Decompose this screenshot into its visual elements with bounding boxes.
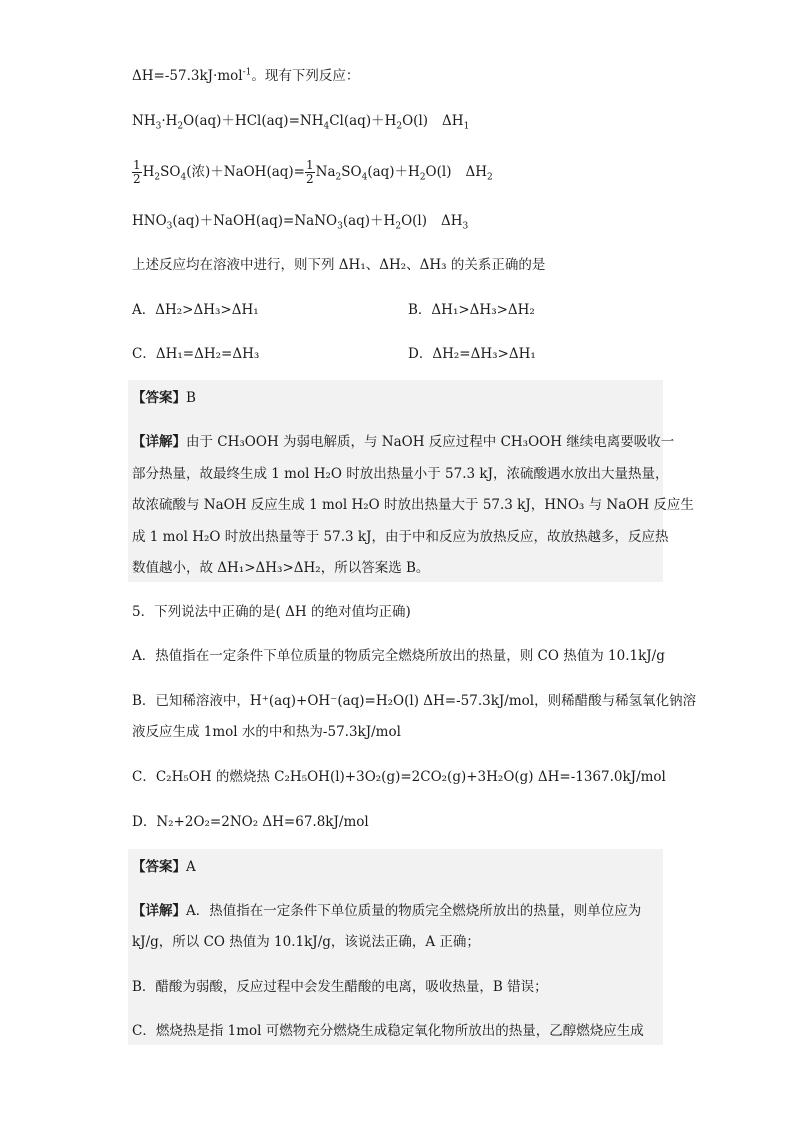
- r1-sub: 3: [155, 121, 162, 132]
- answer-value: A: [186, 859, 196, 875]
- intro-text: ΔH=-57.3kJ·mol: [132, 68, 243, 84]
- detail-q4-line: 数值越小，故 ΔH₁>ΔH₃>ΔH₂，所以答案选 B。: [132, 560, 430, 576]
- r1-sub: 2: [177, 121, 184, 132]
- answer-q4: [132, 388, 196, 408]
- r2-part: H: [142, 164, 155, 180]
- detail-label: 【详解】: [132, 903, 186, 919]
- intro-exponent: -1: [242, 67, 252, 78]
- answer-value: B: [186, 390, 196, 406]
- detail-q5-line: B．醋酸为弱酸，反应过程中会发生醋酸的电离，吸收热量，B 错误；: [132, 979, 548, 995]
- r1-part: NH: [132, 113, 156, 129]
- r2-sub: 2: [154, 172, 161, 183]
- r2-dh-sub: 2: [487, 172, 493, 183]
- detail-q5-line: kJ/g，所以 CO 热值为 10.1kJ/g，该说法正确，A 正确；: [132, 934, 480, 950]
- r2-sub: 4: [180, 172, 187, 183]
- question5-stem: 5．下列说法中正确的是( ΔH 的绝对值均正确): [132, 604, 411, 620]
- r3-dh: ΔH: [440, 213, 463, 229]
- fraction-half: $\frac{1}{2}$: [133, 158, 141, 186]
- reaction-2: [132, 159, 493, 186]
- r3-dh-sub: 3: [462, 221, 469, 232]
- option-c[interactable]: C．ΔH₁=ΔH₂=ΔH₃: [132, 346, 260, 362]
- option-b[interactable]: B．ΔH₁>ΔH₃>ΔH₂: [408, 302, 535, 318]
- option-d[interactable]: D．ΔH₂=ΔH₃>ΔH₁: [408, 346, 536, 362]
- r1-part: O(l): [402, 113, 429, 129]
- q5-option-b-cont[interactable]: 液反应生成 1mol 水的中和热为-57.3kJ/mol: [132, 724, 401, 740]
- detail-q4-line: 故浓硫酸与 NaOH 反应生成 1 mol H₂O 时放出热量大于 57.3 kJ，HNO₃ 与 NaOH 反应生: [132, 497, 694, 513]
- detail-q4-line: 部分热量，故最终生成 1 mol H₂O 时放出热量小于 57.3 kJ，浓硫酸遇水放出大量热量，: [132, 466, 669, 482]
- answer-label: 【答案】: [132, 390, 186, 406]
- r2-part: O(l): [425, 164, 452, 180]
- r1-part: Cl(aq)＋H: [329, 113, 397, 129]
- q5-option-a[interactable]: A．热值指在一定条件下单位质量的物质完全燃烧所放出的热量，则 CO 热值为 10.1kJ/g: [132, 648, 665, 664]
- r2-sub: 2: [419, 172, 426, 183]
- r3-sub: 3: [337, 221, 343, 232]
- r3-sub: 3: [166, 221, 173, 232]
- detail-label: 【详解】: [132, 434, 186, 450]
- r1-part: ·H: [161, 113, 178, 129]
- r1-sub: 4: [323, 121, 330, 132]
- r3-part: O(l): [401, 213, 427, 229]
- r2-part: Na: [315, 164, 336, 180]
- detail-text: 由于 CH₃OOH 为弱电解质，与 NaOH 反应过程中 CH₃OOH 继续电离要吸收一: [186, 434, 675, 450]
- r1-dh-sub: 1: [463, 121, 470, 132]
- r2-part: (aq)＋H: [367, 164, 420, 180]
- detail-q5-line: C．燃烧热是指 1mol 可燃物充分燃烧生成稳定氧化物所放出的热量，乙醇燃烧应生成: [132, 1023, 644, 1039]
- r2-part: SO: [160, 164, 181, 180]
- detail-q5-line: [132, 901, 641, 921]
- r2-part: (浓)＋NaOH(aq)=: [186, 164, 305, 180]
- r1-part: O(aq)＋HCl(aq)=NH: [183, 113, 324, 129]
- q5-option-c[interactable]: C．C₂H₅OH 的燃烧热 C₂H₅OH(l)+3O₂(g)=2CO₂(g)+3H₂O(g) ΔH=-1367.0kJ/mol: [132, 769, 666, 785]
- r1-dh: ΔH: [442, 113, 464, 129]
- fraction-half: $\frac{1}{2}$: [306, 158, 314, 186]
- detail-text: A．热值指在一定条件下单位质量的物质完全燃烧所放出的热量，则单位应为: [186, 903, 642, 919]
- r3-part: HNO: [132, 213, 167, 229]
- answer-label: 【答案】: [132, 859, 186, 875]
- r2-dh: ΔH: [465, 164, 487, 180]
- r2-sub: 2: [335, 172, 342, 183]
- r3-part: (aq)＋NaOH(aq)=NaNO: [172, 213, 338, 229]
- reaction-3: [132, 211, 468, 231]
- detail-q4-line: [132, 432, 674, 452]
- r2-sub: 4: [361, 172, 368, 183]
- reaction-1: [132, 111, 469, 131]
- r2-part: SO: [341, 164, 362, 180]
- q5-option-d[interactable]: D．N₂+2O₂=2NO₂ ΔH=67.8kJ/mol: [132, 814, 369, 830]
- intro-suffix: 。现有下列反应：: [251, 68, 360, 84]
- intro-line: [132, 66, 359, 86]
- answer-q5: [132, 857, 196, 877]
- detail-q4-line: 成 1 mol H₂O 时放出热量等于 57.3 kJ，由于中和反应为放热反应，故放热越多，反应热: [132, 529, 669, 545]
- r1-sub: 2: [396, 121, 403, 132]
- q5-option-b[interactable]: B．已知稀溶液中，H⁺(aq)+OH⁻(aq)=H₂O(l) ΔH=-57.3kJ/mol，则稀醋酸与稀氢氧化钠溶: [132, 693, 697, 709]
- question4-stem: 上述反应均在溶液中进行，则下列 ΔH₁、ΔH₂、ΔH₃ 的关系正确的是: [132, 257, 546, 273]
- r3-part: (aq)＋H: [342, 213, 396, 229]
- r3-sub: 2: [395, 221, 402, 232]
- option-a[interactable]: A．ΔH₂>ΔH₃>ΔH₁: [132, 302, 259, 318]
